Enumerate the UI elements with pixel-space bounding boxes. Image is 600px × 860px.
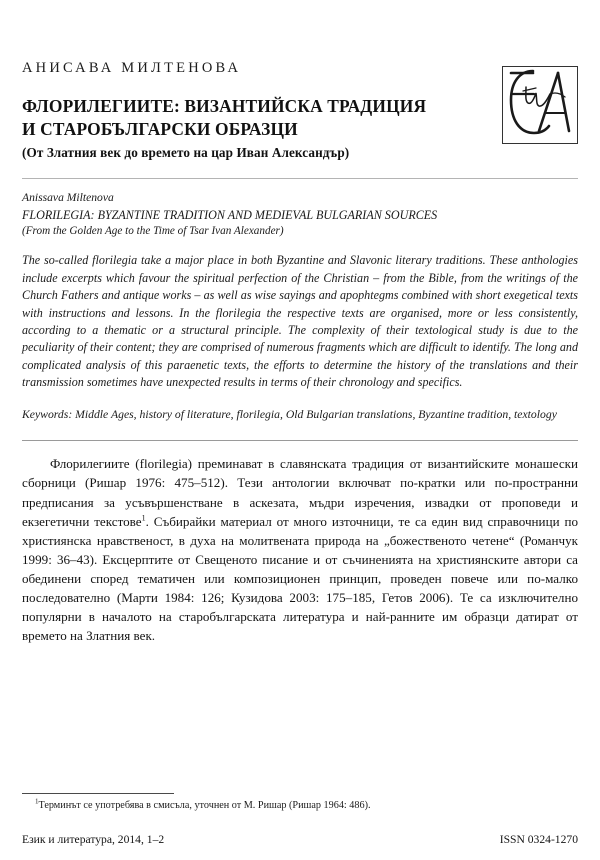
- footnote-text: [22, 799, 578, 813]
- eua-monogram-icon: [503, 67, 574, 140]
- body-paragraph: [22, 454, 578, 644]
- footnote-reference[interactable]: 1: [141, 513, 146, 523]
- author-name-cyrillic: АНИСАВА МИЛТЕНОВА: [22, 60, 242, 76]
- footnote-marker: 1: [35, 797, 39, 806]
- header-divider: [22, 178, 578, 179]
- page-title: [22, 95, 578, 140]
- footnote-area: [22, 793, 578, 813]
- english-author-name: Anissava Miltenova: [22, 191, 114, 205]
- footnote-separator: [22, 793, 174, 794]
- body-paragraph-part-2: . Събирайки материал от много източници, те са един вид справочници по християнска нравственост, в духа на молитвената природа на „божественото четене“ (Романчук 1999: 36–43). Ексцерптите от Свещеното писание и от съчиненията на християнските автори са обединени според тематичен или композиционен принцип, проведен повече или по-малко последователно (Марти 1984: 126; Кузидова 2003: 175–185, Гетов 2006). Те са изключително популярни в началото на старобългарската литература и най-ранните им образци датират от времето на Златния век.: [22, 513, 578, 643]
- keywords-label: Keywords:: [22, 407, 73, 421]
- footer-journal-citation: Език и литература, 2014, 1–2: [22, 833, 165, 846]
- document-page: [0, 60, 600, 860]
- page-footer: [22, 833, 578, 846]
- english-subtitle: (From the Golden Age to the Time of Tsar Ivan Alexander): [22, 225, 284, 238]
- title-line-2: И СТАРОБЪЛГАРСКИ ОБРАЗЦИ: [22, 118, 298, 139]
- english-metadata-block: [22, 190, 578, 239]
- body-paragraph-part-1: Флорилегиите (florilegia) преминават в славянската традиция от византийските монашески сборници (Ришар 1976: 475–512). Тези антологии включват по-кратки или по-пространни предписания за усъвършенстване в аскезата, мъдри изречения, извадки от проповеди и екзегетични текстове: [22, 456, 578, 529]
- footnote-body: Терминът се употребява в смисъла, уточнен от М. Ришар (Ришар 1964: 486).: [38, 799, 371, 811]
- footer-issn: ISSN 0324-1270: [499, 833, 578, 846]
- english-title: FLORILEGIA: BYZANTINE TRADITION AND MEDIEVAL BULGARIAN SOURCES: [22, 207, 438, 222]
- page-subtitle: (От Златния век до времето на цар Иван Александър): [22, 145, 350, 161]
- journal-logo: [502, 66, 578, 144]
- keywords-values: Middle Ages, history of literature, florilegia, Old Bulgarian translations, Byzantine tradition, textology: [75, 407, 557, 421]
- keywords-line: [22, 407, 578, 424]
- abstract-divider: [22, 440, 578, 441]
- title-line-1: ФЛОРИЛЕГИИТЕ: ВИЗАНТИЙСКА ТРАДИЦИЯ: [22, 96, 427, 116]
- abstract-text: The so-called florilegia take a major place in both Byzantine and Slavonic literary traditions. These anthologies include excerpts which favour the spiritual perfection of the Christian – from the Bible, from the writings of the Church Fathers and antique works – as well as wise sayings and apophtegms combined with short exegetical texts with instructions and lessons. In the florilegia the respective texts are organised, more or less consistently, according to a thematic or a structural principle. The complexity of their textological study is due to the peculiarity of their content; they are comprised of numerous fragments which are difficult to identify. The long and complicated analysis of this paraenetic texts, the efforts to determine the history of the translations and their transmission sometimes have unexpected results in terms of their chronology and specifics.: [22, 253, 578, 390]
